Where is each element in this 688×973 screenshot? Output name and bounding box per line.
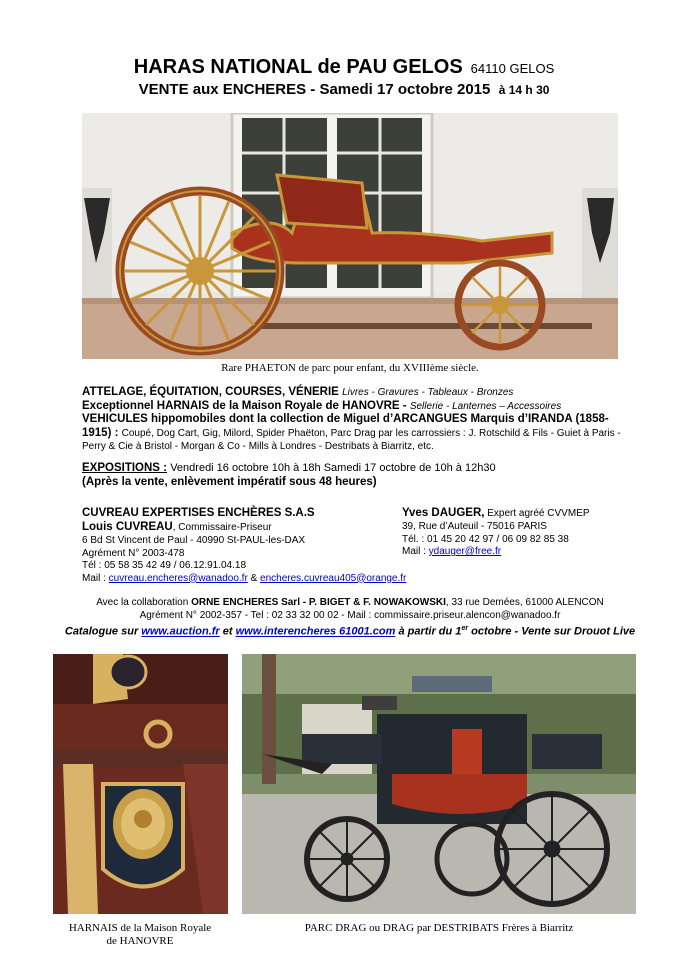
expert-mail-link[interactable]: ydauger@free.fr	[428, 546, 502, 557]
auctioneer-tel: Tél : 05 58 35 42 49 / 06.12.91.04.18	[82, 560, 247, 571]
drag-photo	[242, 654, 636, 914]
expert-address: 39, Rue d’Auteuil - 75016 PARIS	[402, 521, 547, 532]
harness-image	[53, 654, 228, 914]
catalogue-post1: à partir du 1	[395, 625, 462, 638]
lots-line-1	[82, 386, 622, 400]
auctioneer-name-line	[82, 520, 402, 535]
drag-caption: PARC DRAG ou DRAG par DESTRIBATS Frères à Biarritz	[304, 922, 574, 934]
expositions-note: (Après la vente, enlèvement impératif sous 48 heures)	[82, 475, 377, 488]
collaboration	[60, 596, 640, 622]
expositions-label: EXPOSITIONS :	[82, 462, 167, 474]
expert-name-line	[402, 506, 642, 521]
lots-line-3-text: Coupé, Dog Cart, Gig, Milord, Spider Phaëton, Parc Drag par les carrossiers : J. Rotschild & Fils - Guiet à Paris - Perry & Cie à Bristol - Morgan & Co - Mills à Londres - Destribats à Biarritz, etc.	[82, 427, 621, 452]
collaboration-line-1	[60, 596, 640, 609]
sale-date	[0, 81, 688, 98]
catalogue-pre: Catalogue sur	[64, 625, 142, 638]
sale-text: VENTE aux ENCHERES - Samedi 17 octobre 2015	[138, 81, 491, 98]
lots-line-3	[82, 413, 622, 454]
lots-line-3-bold: VEHICULES hippomobiles dont la collection de Miguel d’ARCANGUES Marquis d’IRANDA (1858-1915) :	[82, 413, 609, 439]
drag-image	[242, 654, 636, 914]
collab-post: , 33 rue Demées, 61000 ALENCON	[445, 597, 604, 608]
auctioneer-mail1-link[interactable]: cuvreau.encheres@wanadoo.fr	[108, 572, 248, 584]
catalogue-link-auction[interactable]: www.auction.fr	[141, 625, 220, 638]
catalogue-mid: et	[219, 625, 236, 638]
auctioneer-company: CUVREAU EXPERTISES ENCHÈRES S.A.S	[82, 507, 315, 519]
title-text: HARAS NATIONAL de PAU GELOS	[133, 56, 463, 78]
phaeton-image	[82, 113, 618, 359]
catalogue-sup: er	[461, 625, 469, 632]
expositions-line	[82, 462, 622, 476]
expert-name: Yves DAUGER,	[402, 507, 485, 519]
catalogue-post2: octobre - Vente sur Drouot Live	[468, 625, 636, 638]
collaboration-line-2: Agrément N° 2002-357 - Tel : 02 33 32 00 02 - Mail : commissaire.priseur.alencon@wanadoo.fr	[139, 610, 561, 621]
expert-tel: Tél. : 01 45 20 42 97 / 06 09 82 85 38	[402, 533, 569, 545]
harness-caption	[40, 922, 240, 948]
auctioneer-mail2-link[interactable]: encheres.cuvreau405@orange.fr	[260, 572, 407, 584]
expert-title: Expert agréé CVVMEP	[484, 508, 590, 519]
sale-time: à 14 h 30	[498, 83, 550, 97]
auctioneer-mail-label: Mail :	[82, 572, 109, 584]
page-title	[0, 56, 688, 79]
expositions-dates: Vendredi 16 octobre 10h à 18h Samedi 17 octobre de 10h à 12h30	[170, 462, 496, 474]
harness-caption-line-1: HARNAIS de la Maison Royale	[68, 922, 212, 934]
expositions	[82, 462, 622, 489]
collab-bold: ORNE ENCHERES Sarl - P. BIGET & F. NOWAKOWSKI	[191, 597, 446, 608]
harness-photo	[53, 654, 228, 914]
catalogue-link-interencheres[interactable]: www.interencheres 61001.com	[235, 625, 396, 638]
auctioneer-mail-line	[82, 572, 407, 586]
lots-line-1-bold: ATTELAGE, ÉQUITATION, COURSES, VÉNERIE	[82, 386, 339, 398]
mail-separator: &	[247, 572, 261, 584]
lots-line-2-bold: Exceptionnel HARNAIS de la Maison Royale de HANOVRE -	[82, 399, 407, 412]
lots-line-2-italic: Sellerie - Lanternes – Accessoires	[409, 400, 562, 412]
lots-description	[82, 386, 622, 454]
auctioneer-block	[82, 506, 407, 585]
auctioneer-address: 6 Bd St Vincent de Paul - 40990 St-PAUL-les-DAX	[82, 535, 306, 546]
expert-block	[402, 506, 642, 559]
postcode: 64110 GELOS	[470, 61, 555, 76]
harness-caption-line-2: de HANOVRE	[106, 935, 174, 947]
lots-line-1-italic: Livres - Gravures - Tableaux - Bronzes	[342, 387, 514, 398]
auctioneer-agrement: Agrément N° 2003-478	[82, 547, 185, 559]
auctioneer-name: Louis CUVREAU	[82, 521, 173, 533]
collab-pre: Avec la collaboration	[96, 597, 192, 608]
phaeton-photo	[82, 113, 618, 359]
auctioneer-role: , Commissaire-Priseur	[172, 522, 272, 533]
expert-mail-label: Mail :	[402, 546, 429, 557]
lots-line-2	[82, 400, 622, 414]
phaeton-caption: Rare PHAETON de parc pour enfant, du XVIIIème siècle.	[221, 362, 479, 374]
catalogue-line	[40, 625, 660, 638]
expert-mail-line	[402, 546, 642, 559]
